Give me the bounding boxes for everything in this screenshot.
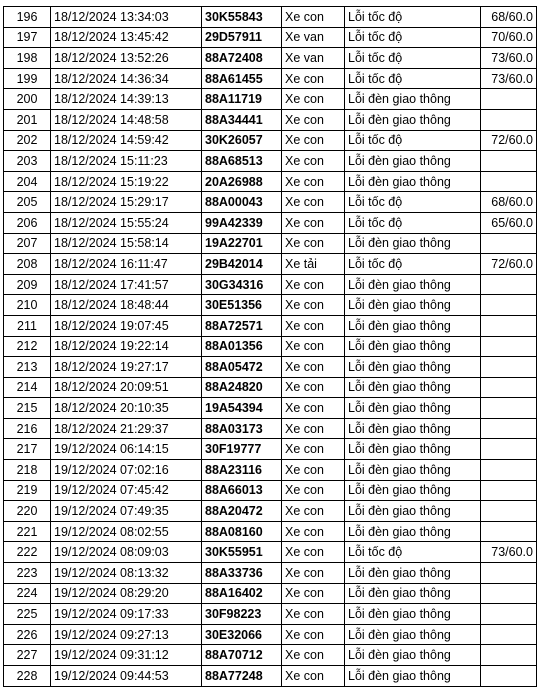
speed-reading	[481, 480, 537, 501]
violation-time: 19/12/2024 08:13:32	[51, 563, 202, 584]
violation-type: Lỗi tốc độ	[345, 254, 481, 275]
speed-reading	[481, 398, 537, 419]
violation-type: Lỗi đèn giao thông	[345, 480, 481, 501]
vehicle-type: Xe van	[282, 27, 345, 48]
table-row	[4, 398, 537, 419]
table-row	[4, 521, 537, 542]
violation-time: 19/12/2024 07:02:16	[51, 460, 202, 481]
violation-time: 18/12/2024 15:19:22	[51, 171, 202, 192]
vehicle-type: Xe con	[282, 130, 345, 151]
row-number: 199	[4, 68, 51, 89]
license-plate: 88A08160	[202, 521, 282, 542]
violation-type: Lỗi đèn giao thông	[345, 336, 481, 357]
license-plate: 30F19777	[202, 439, 282, 460]
speed-reading	[481, 645, 537, 666]
vehicle-type: Xe con	[282, 624, 345, 645]
speed-reading: 73/60.0	[481, 48, 537, 69]
violation-type: Lỗi tốc độ	[345, 7, 481, 28]
violation-time: 18/12/2024 15:55:24	[51, 212, 202, 233]
vehicle-type: Xe con	[282, 295, 345, 316]
violation-time: 19/12/2024 09:27:13	[51, 624, 202, 645]
license-plate: 88A33736	[202, 563, 282, 584]
license-plate: 29B42014	[202, 254, 282, 275]
vehicle-type: Xe con	[282, 315, 345, 336]
violation-time: 19/12/2024 09:17:33	[51, 604, 202, 625]
license-plate: 20A26988	[202, 171, 282, 192]
license-plate: 30E51356	[202, 295, 282, 316]
speed-reading	[481, 418, 537, 439]
vehicle-type: Xe tải	[282, 254, 345, 275]
speed-reading	[481, 439, 537, 460]
vehicle-type: Xe con	[282, 418, 345, 439]
row-number: 218	[4, 460, 51, 481]
license-plate: 88A68513	[202, 151, 282, 172]
table-row	[4, 109, 537, 130]
vehicle-type: Xe con	[282, 480, 345, 501]
table-row	[4, 130, 537, 151]
table-row	[4, 274, 537, 295]
speed-reading	[481, 583, 537, 604]
violation-time: 18/12/2024 15:29:17	[51, 192, 202, 213]
speed-reading	[481, 151, 537, 172]
row-number: 197	[4, 27, 51, 48]
license-plate: 88A24820	[202, 377, 282, 398]
violation-time: 19/12/2024 06:14:15	[51, 439, 202, 460]
license-plate: 88A20472	[202, 501, 282, 522]
table-row	[4, 377, 537, 398]
vehicle-type: Xe con	[282, 171, 345, 192]
violation-time: 18/12/2024 16:11:47	[51, 254, 202, 275]
row-number: 227	[4, 645, 51, 666]
row-number: 219	[4, 480, 51, 501]
table-row	[4, 604, 537, 625]
violation-type: Lỗi tốc độ	[345, 27, 481, 48]
row-number: 207	[4, 233, 51, 254]
table-row	[4, 27, 537, 48]
license-plate: 88A72408	[202, 48, 282, 69]
speed-reading: 73/60.0	[481, 542, 537, 563]
violation-time: 18/12/2024 19:27:17	[51, 357, 202, 378]
vehicle-type: Xe con	[282, 666, 345, 687]
license-plate: 30E32066	[202, 624, 282, 645]
violation-time: 18/12/2024 19:22:14	[51, 336, 202, 357]
speed-reading	[481, 377, 537, 398]
violation-type: Lỗi đèn giao thông	[345, 377, 481, 398]
table-row	[4, 645, 537, 666]
vehicle-type: Xe con	[282, 542, 345, 563]
table-row	[4, 233, 537, 254]
row-number: 196	[4, 7, 51, 28]
table-row	[4, 439, 537, 460]
violation-type: Lỗi đèn giao thông	[345, 521, 481, 542]
violation-type: Lỗi đèn giao thông	[345, 583, 481, 604]
violation-time: 18/12/2024 18:48:44	[51, 295, 202, 316]
violation-type: Lỗi đèn giao thông	[345, 460, 481, 481]
table-row	[4, 666, 537, 687]
row-number: 210	[4, 295, 51, 316]
violation-time: 18/12/2024 21:29:37	[51, 418, 202, 439]
table-row	[4, 48, 537, 69]
vehicle-type: Xe con	[282, 233, 345, 254]
violation-time: 19/12/2024 08:02:55	[51, 521, 202, 542]
license-plate: 30G34316	[202, 274, 282, 295]
license-plate: 88A23116	[202, 460, 282, 481]
violation-time: 19/12/2024 07:49:35	[51, 501, 202, 522]
table-row	[4, 583, 537, 604]
violation-type: Lỗi đèn giao thông	[345, 645, 481, 666]
violation-time: 18/12/2024 13:52:26	[51, 48, 202, 69]
table-row	[4, 315, 537, 336]
license-plate: 19A22701	[202, 233, 282, 254]
violation-type: Lỗi đèn giao thông	[345, 418, 481, 439]
violation-time: 18/12/2024 20:09:51	[51, 377, 202, 398]
table-row	[4, 68, 537, 89]
license-plate: 30K55951	[202, 542, 282, 563]
table-row	[4, 624, 537, 645]
license-plate: 30K26057	[202, 130, 282, 151]
row-number: 225	[4, 604, 51, 625]
vehicle-type: Xe con	[282, 274, 345, 295]
speed-reading: 68/60.0	[481, 192, 537, 213]
violation-time: 18/12/2024 14:36:34	[51, 68, 202, 89]
violation-type: Lỗi tốc độ	[345, 68, 481, 89]
violation-type: Lỗi đèn giao thông	[345, 624, 481, 645]
table-row	[4, 501, 537, 522]
speed-reading	[481, 89, 537, 110]
vehicle-type: Xe con	[282, 89, 345, 110]
license-plate: 88A72571	[202, 315, 282, 336]
row-number: 213	[4, 357, 51, 378]
violation-type: Lỗi đèn giao thông	[345, 295, 481, 316]
violation-type: Lỗi đèn giao thông	[345, 501, 481, 522]
row-number: 209	[4, 274, 51, 295]
vehicle-type: Xe con	[282, 583, 345, 604]
row-number: 202	[4, 130, 51, 151]
speed-reading	[481, 357, 537, 378]
violation-time: 19/12/2024 08:09:03	[51, 542, 202, 563]
violation-time: 19/12/2024 09:44:53	[51, 666, 202, 687]
violation-time: 18/12/2024 14:48:58	[51, 109, 202, 130]
table-row	[4, 563, 537, 584]
row-number: 203	[4, 151, 51, 172]
table-row	[4, 336, 537, 357]
violation-type: Lỗi tốc độ	[345, 130, 481, 151]
table-row	[4, 171, 537, 192]
row-number: 215	[4, 398, 51, 419]
vehicle-type: Xe con	[282, 357, 345, 378]
license-plate: 19A54394	[202, 398, 282, 419]
vehicle-type: Xe con	[282, 7, 345, 28]
vehicle-type: Xe con	[282, 336, 345, 357]
license-plate: 88A01356	[202, 336, 282, 357]
violation-type: Lỗi đèn giao thông	[345, 604, 481, 625]
speed-reading: 73/60.0	[481, 68, 537, 89]
license-plate: 88A00043	[202, 192, 282, 213]
violation-type: Lỗi tốc độ	[345, 212, 481, 233]
speed-reading	[481, 521, 537, 542]
vehicle-type: Xe con	[282, 151, 345, 172]
speed-reading	[481, 233, 537, 254]
violation-type: Lỗi đèn giao thông	[345, 274, 481, 295]
violation-type: Lỗi đèn giao thông	[345, 233, 481, 254]
speed-reading	[481, 624, 537, 645]
violation-type: Lỗi tốc độ	[345, 48, 481, 69]
row-number: 222	[4, 542, 51, 563]
violations-table	[3, 6, 537, 687]
vehicle-type: Xe con	[282, 68, 345, 89]
violation-time: 19/12/2024 08:29:20	[51, 583, 202, 604]
table-row	[4, 295, 537, 316]
vehicle-type: Xe con	[282, 439, 345, 460]
row-number: 226	[4, 624, 51, 645]
speed-reading	[481, 666, 537, 687]
license-plate: 88A70712	[202, 645, 282, 666]
violation-time: 19/12/2024 09:31:12	[51, 645, 202, 666]
speed-reading: 72/60.0	[481, 254, 537, 275]
violation-time: 18/12/2024 14:39:13	[51, 89, 202, 110]
license-plate: 88A03173	[202, 418, 282, 439]
violation-type: Lỗi đèn giao thông	[345, 666, 481, 687]
violation-type: Lỗi đèn giao thông	[345, 89, 481, 110]
license-plate: 99A42339	[202, 212, 282, 233]
vehicle-type: Xe con	[282, 521, 345, 542]
violation-time: 18/12/2024 15:58:14	[51, 233, 202, 254]
violation-time: 19/12/2024 07:45:42	[51, 480, 202, 501]
table-row	[4, 460, 537, 481]
row-number: 212	[4, 336, 51, 357]
vehicle-type: Xe con	[282, 192, 345, 213]
license-plate: 29D57911	[202, 27, 282, 48]
speed-reading	[481, 171, 537, 192]
license-plate: 30F98223	[202, 604, 282, 625]
speed-reading: 65/60.0	[481, 212, 537, 233]
table-row	[4, 212, 537, 233]
vehicle-type: Xe con	[282, 604, 345, 625]
speed-reading	[481, 336, 537, 357]
row-number: 200	[4, 89, 51, 110]
speed-reading	[481, 295, 537, 316]
row-number: 204	[4, 171, 51, 192]
violation-type: Lỗi đèn giao thông	[345, 563, 481, 584]
vehicle-type: Xe con	[282, 212, 345, 233]
license-plate: 88A05472	[202, 357, 282, 378]
row-number: 224	[4, 583, 51, 604]
row-number: 211	[4, 315, 51, 336]
violation-type: Lỗi đèn giao thông	[345, 151, 481, 172]
license-plate: 88A61455	[202, 68, 282, 89]
speed-reading	[481, 109, 537, 130]
violation-type: Lỗi đèn giao thông	[345, 439, 481, 460]
speed-reading	[481, 274, 537, 295]
table-row	[4, 151, 537, 172]
table-row	[4, 480, 537, 501]
table-row	[4, 7, 537, 28]
table-row	[4, 89, 537, 110]
speed-reading	[481, 460, 537, 481]
violations-table-body	[4, 7, 537, 687]
violation-time: 18/12/2024 19:07:45	[51, 315, 202, 336]
violation-type: Lỗi đèn giao thông	[345, 398, 481, 419]
violation-time: 18/12/2024 13:45:42	[51, 27, 202, 48]
row-number: 201	[4, 109, 51, 130]
table-row	[4, 254, 537, 275]
license-plate: 88A34441	[202, 109, 282, 130]
speed-reading: 70/60.0	[481, 27, 537, 48]
row-number: 228	[4, 666, 51, 687]
license-plate: 88A66013	[202, 480, 282, 501]
vehicle-type: Xe con	[282, 377, 345, 398]
table-row	[4, 192, 537, 213]
vehicle-type: Xe con	[282, 460, 345, 481]
row-number: 220	[4, 501, 51, 522]
vehicle-type: Xe con	[282, 109, 345, 130]
row-number: 217	[4, 439, 51, 460]
violation-type: Lỗi đèn giao thông	[345, 315, 481, 336]
speed-reading	[481, 315, 537, 336]
violation-time: 18/12/2024 14:59:42	[51, 130, 202, 151]
violation-type: Lỗi tốc độ	[345, 192, 481, 213]
violation-time: 18/12/2024 15:11:23	[51, 151, 202, 172]
vehicle-type: Xe con	[282, 501, 345, 522]
row-number: 223	[4, 563, 51, 584]
table-row	[4, 542, 537, 563]
violation-time: 18/12/2024 13:34:03	[51, 7, 202, 28]
violation-time: 18/12/2024 20:10:35	[51, 398, 202, 419]
license-plate: 30K55843	[202, 7, 282, 28]
row-number: 206	[4, 212, 51, 233]
row-number: 221	[4, 521, 51, 542]
license-plate: 88A77248	[202, 666, 282, 687]
speed-reading	[481, 501, 537, 522]
table-row	[4, 418, 537, 439]
license-plate: 88A16402	[202, 583, 282, 604]
speed-reading	[481, 604, 537, 625]
violation-type: Lỗi đèn giao thông	[345, 171, 481, 192]
row-number: 198	[4, 48, 51, 69]
row-number: 208	[4, 254, 51, 275]
vehicle-type: Xe con	[282, 563, 345, 584]
speed-reading: 72/60.0	[481, 130, 537, 151]
vehicle-type: Xe con	[282, 398, 345, 419]
violation-type: Lỗi đèn giao thông	[345, 109, 481, 130]
row-number: 214	[4, 377, 51, 398]
violation-type: Lỗi tốc độ	[345, 542, 481, 563]
row-number: 205	[4, 192, 51, 213]
row-number: 216	[4, 418, 51, 439]
table-row	[4, 357, 537, 378]
violation-time: 18/12/2024 17:41:57	[51, 274, 202, 295]
license-plate: 88A11719	[202, 89, 282, 110]
speed-reading	[481, 563, 537, 584]
vehicle-type: Xe con	[282, 645, 345, 666]
vehicle-type: Xe van	[282, 48, 345, 69]
violation-type: Lỗi đèn giao thông	[345, 357, 481, 378]
speed-reading: 68/60.0	[481, 7, 537, 28]
